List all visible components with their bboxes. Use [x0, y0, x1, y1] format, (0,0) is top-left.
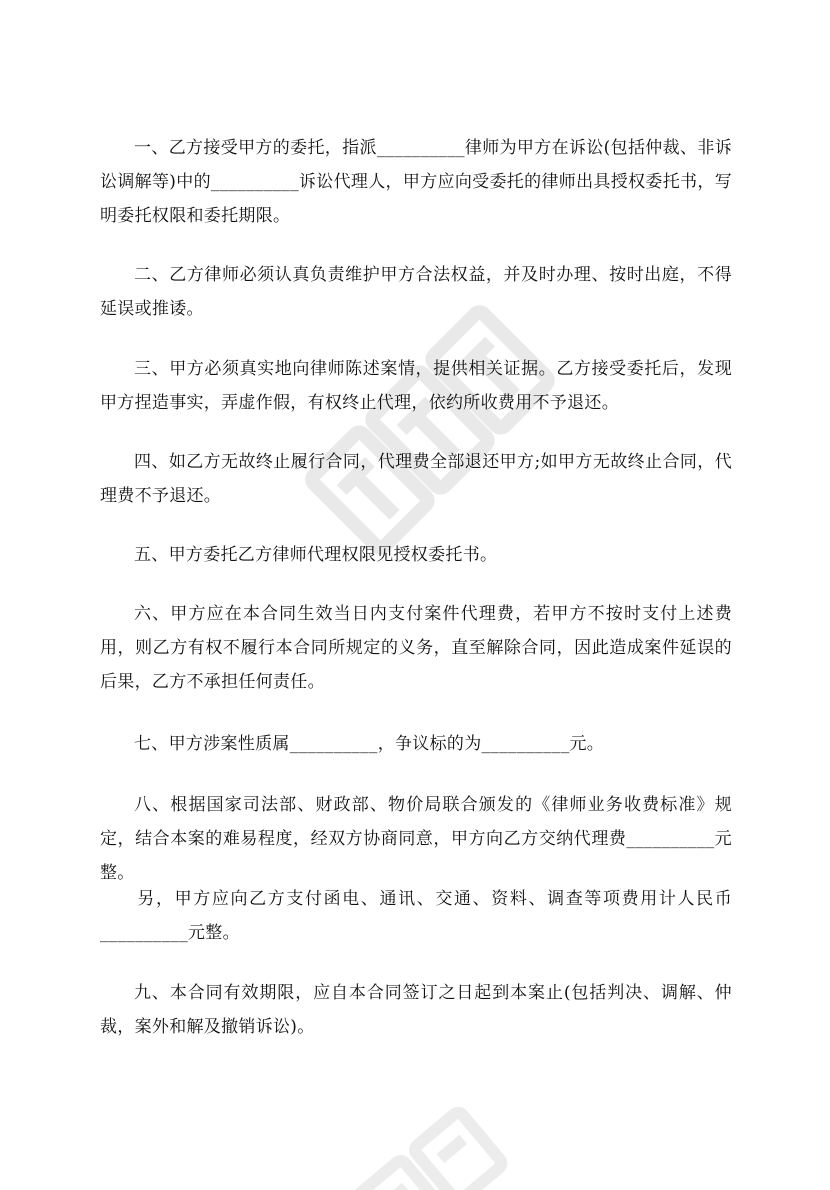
clause-1: 一、乙方接受甲方的委托，指派__________律师为甲方在诉讼(包括仲裁、非诉讼调解等)中的__________诉讼代理人，甲方应向受委托的律师出具授权委托书，写明委托权限和委托期限。 — [100, 138, 732, 226]
clause-8: 八、根据国家司法部、财政部、物价局联合颁发的《律师业务收费标准》规定，结合本案的难易程度，经双方协商同意，甲方向乙方交纳代理费__________元整。 — [100, 795, 732, 883]
clause-9: 九、本合同有效期限，应自本合同签订之日起到本案止(包括判决、调解、仲裁，案外和解及撤销诉讼)。 — [100, 983, 732, 1037]
clause-2: 二、乙方律师必须认真负责维护甲方合法权益，并及时办理、按时出庭，不得延误或推诿。 — [100, 265, 732, 319]
clause-3: 三、甲方必须真实地向律师陈述案情，提供相关证据。乙方接受委托后，发现甲方捏造事实，弄虚作假，有权终止代理，依约所收费用不予退还。 — [100, 359, 732, 413]
clause-4: 四、如乙方无故终止履行合同，代理费全部退还甲方;如甲方无故终止合同，代理费不予退还。 — [100, 452, 732, 506]
clause-7: 七、甲方涉案性质属__________，争议标的为__________元。 — [134, 734, 605, 754]
clause-5: 五、甲方委托乙方律师代理权限见授权委托书。 — [134, 545, 498, 565]
watermark-logo-bottom — [320, 1070, 580, 1190]
clause-6: 六、甲方应在本合同生效当日内支付案件代理费，若甲方不按时支付上述费用，则乙方有权不履行本合同所规定的义务，直至解除合同，因此造成案件延误的后果，乙方不承担任何责任。 — [100, 604, 732, 692]
clause-8-supplement: 另，甲方应向乙方支付函电、通讯、交通、资料、调查等项费用计人民币__________元整。 — [100, 889, 732, 943]
